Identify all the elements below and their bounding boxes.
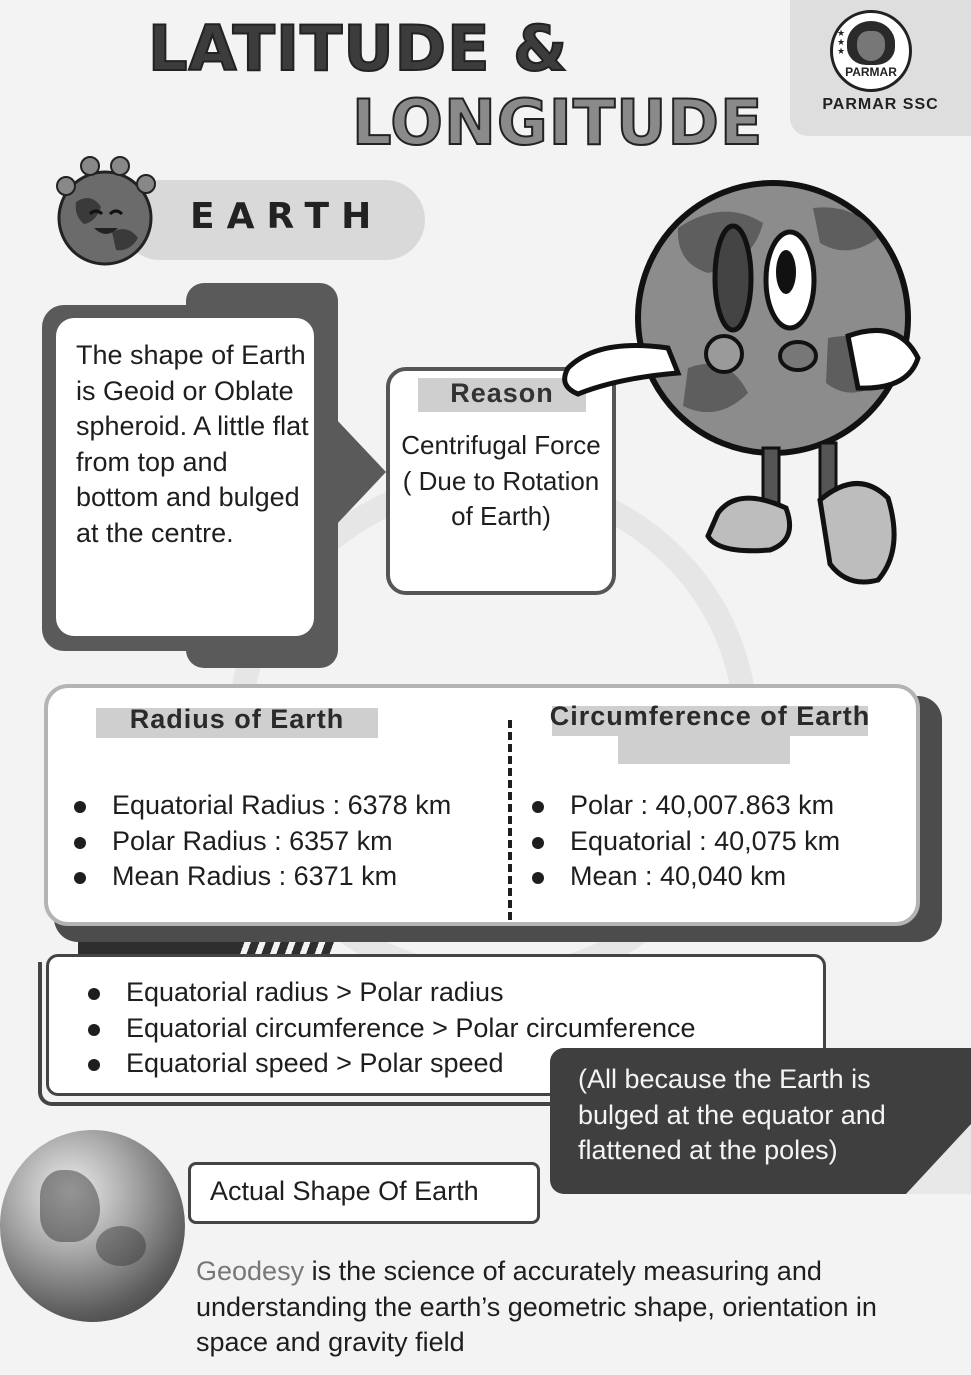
- earth-heading: EARTH: [190, 196, 384, 237]
- list-item: Equatorial radius > Polar radius: [88, 975, 696, 1011]
- earth-mascot-illustration: [558, 168, 958, 592]
- list-item: Mean : 40,040 km: [532, 859, 840, 895]
- geodesy-definition-text: is the science of accurately measuring and understanding the earth’s geometric shape, orientation in space and gravity field: [196, 1256, 877, 1357]
- actual-shape-label: Actual Shape Of Earth: [210, 1176, 479, 1206]
- page-curl-icon: [906, 1124, 971, 1194]
- reason-label: Reason: [450, 378, 554, 408]
- lion-logo-icon: ★ ★ ★ PARMAR: [830, 10, 912, 92]
- stats-divider: [508, 720, 512, 920]
- circumference-list: [532, 788, 840, 895]
- list-item: Polar Radius : 6357 km: [74, 824, 451, 860]
- page-title-line1: LATITUDE &: [148, 12, 569, 85]
- globe-photo: [0, 1130, 185, 1322]
- geodesy-definition: [196, 1254, 936, 1361]
- radius-title: Radius of Earth: [129, 704, 345, 734]
- circumference-title-highlight: [618, 736, 790, 764]
- list-item: Polar : 40,007.863 km: [532, 788, 840, 824]
- list-item: Equatorial Radius : 6378 km: [74, 788, 451, 824]
- list-item: Equatorial : 40,075 km: [532, 824, 840, 860]
- radius-list: [74, 788, 451, 895]
- arrow-right-icon: [318, 400, 386, 544]
- page-title-line2: LONGITUDE: [352, 86, 764, 159]
- brand-panel: [790, 0, 971, 136]
- kids-globe-icon: [46, 152, 164, 270]
- note-text: (All because the Earth is bulged at the equator and flattened at the poles): [578, 1064, 886, 1165]
- earth-shape-description: The shape of Earth is Geoid or Oblate spheroid. A little flat from top and bottom and bulged at the centre.: [76, 340, 309, 548]
- list-item: Equatorial circumference > Polar circumference: [88, 1011, 696, 1047]
- brand-name: PARMAR SSC: [822, 96, 939, 113]
- list-item: Equatorial speed > Polar speed: [88, 1046, 696, 1082]
- circumference-title: Circumference of Earth: [549, 701, 871, 731]
- geodesy-term: Geodesy: [196, 1256, 305, 1286]
- reason-text: Centrifugal Force ( Due to Rotation of Earth): [401, 430, 601, 531]
- list-item: Mean Radius : 6371 km: [74, 859, 451, 895]
